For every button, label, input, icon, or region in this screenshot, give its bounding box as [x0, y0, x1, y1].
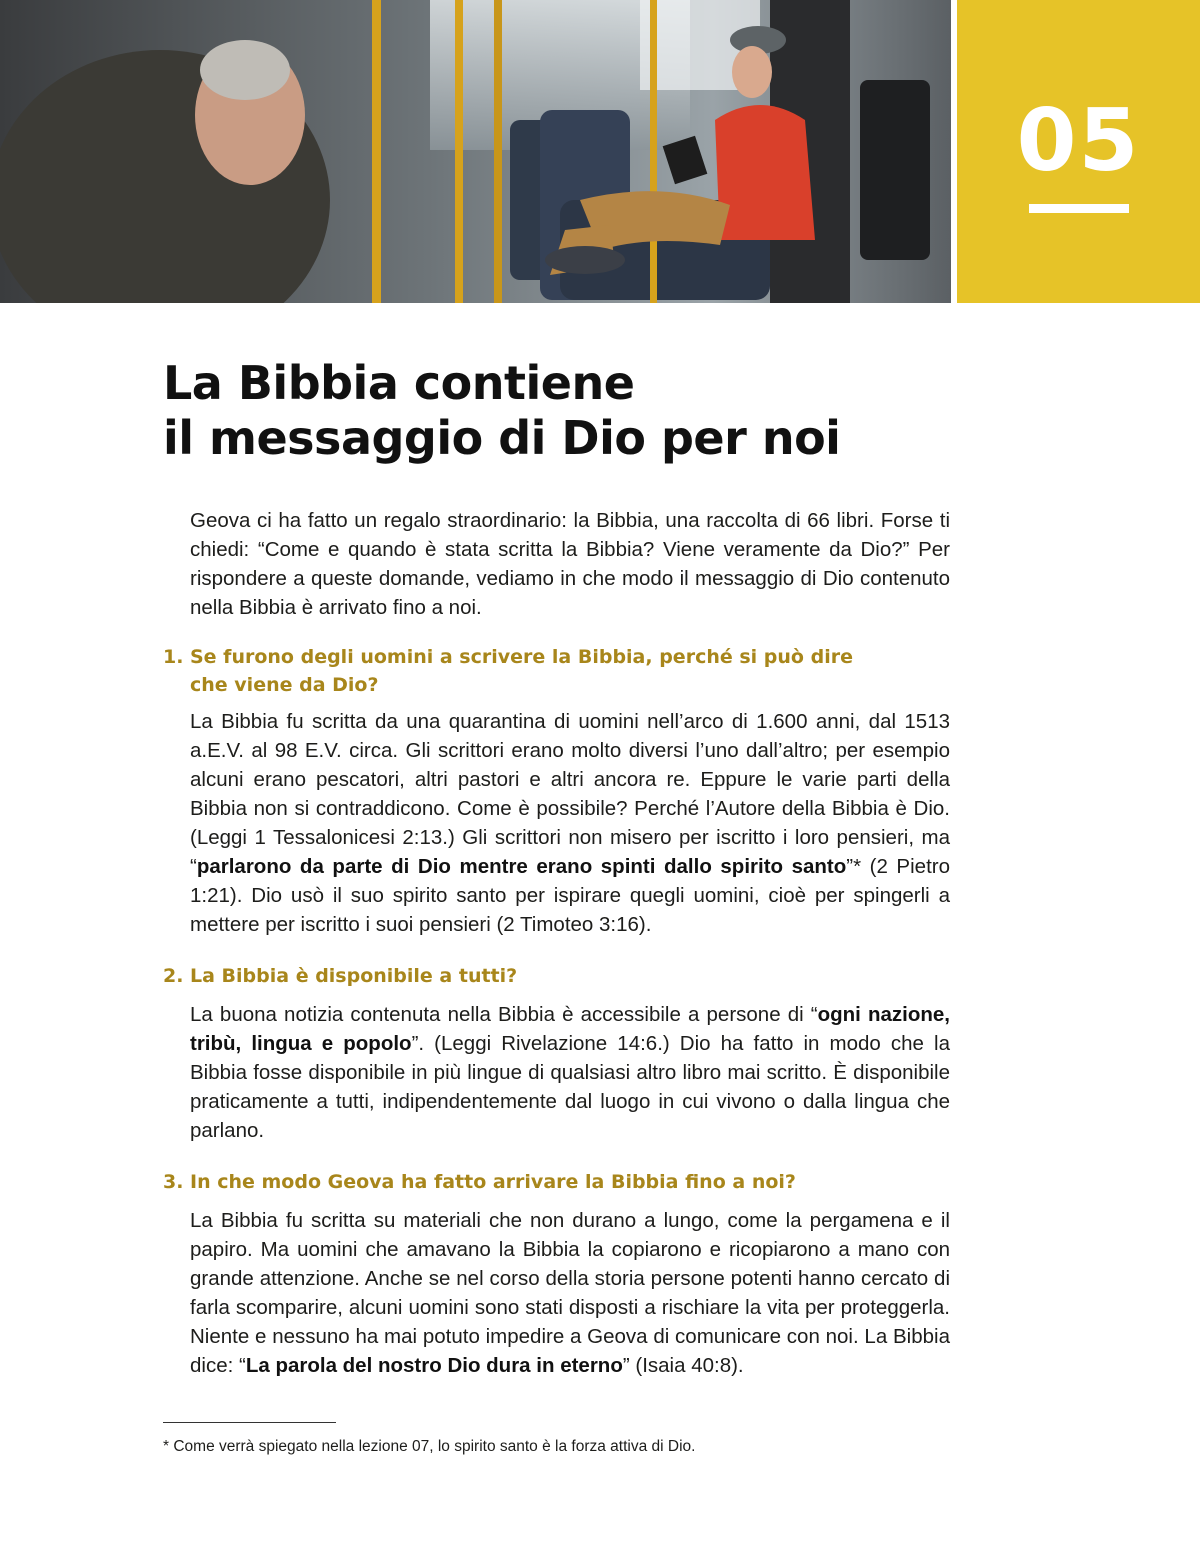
- answer-2-text-b: ”. (Leggi Rivelazione 14:6.) Dio ha fatto in modo che la Bibbia fosse disponibile in più lingue di qualsiasi altro libro mai scritto. È disponibile praticamente a tutti, indipendentemente dal luogo in cui vivono o dalla lingua che parlano.: [190, 1032, 950, 1142]
- lesson-badge: [957, 0, 1200, 303]
- title-line-2: il messaggio di Dio per noi: [163, 411, 841, 465]
- answer-2-text-a: La buona notizia contenuta nella Bibbia è accessibile a persone di “: [190, 1003, 818, 1026]
- intro-paragraph: Geova ci ha fatto un regalo straordinario: la Bibbia, una raccolta di 66 libri. Forse ti chiedi: “Come e quando è stata scritta la Bibbia? Viene veramente da Dio?” Per rispondere a queste domande, vediamo in che modo il messaggio di Dio contenuto nella Bibbia è arrivato fino a noi.: [190, 509, 950, 619]
- answer-3-text-a: La Bibbia fu scritta su materiali che non durano a lungo, come la pergamena e il papiro. Ma uomini che amavano la Bibbia la copiarono e ricopiarono a mano con grande attenzione. Anche se nel corso della storia persone potenti hanno cercato di farla scomparire, alcuni uomini sono stati disposti a rischiare la vita per proteggerla. Niente e nessuno ha mai potuto impedire a Geova di comunicare con noi. La Bibbia dice: “: [190, 1209, 950, 1377]
- question-1-line-1: Se furono degli uomini a scrivere la Bibbia, perché si può dire: [190, 646, 853, 668]
- bus-interior-illustration: [0, 0, 951, 303]
- hero-photo: [0, 0, 951, 303]
- question-2: [163, 962, 963, 990]
- answer-3-text-b: ” (Isaia 40:8).: [622, 1354, 744, 1377]
- answer-2-quote: ogni nazione, tribù, lingua e popolo: [190, 1003, 950, 1055]
- question-3: [163, 1168, 963, 1196]
- answer-3: [190, 1206, 950, 1380]
- footnote: * Come verrà spiegato nella lezione 07, lo spirito santo è la forza attiva di Dio.: [163, 1438, 696, 1455]
- answer-1-quote: parlarono da parte di Dio mentre erano spinti dallo spirito santo: [196, 855, 847, 878]
- lesson-number-underline: [1029, 204, 1129, 213]
- question-3-line-1: In che modo Geova ha fatto arrivare la Bibbia fino a noi?: [190, 1171, 796, 1193]
- question-1-number: 1.: [163, 646, 184, 668]
- footnote-divider: [163, 1422, 336, 1423]
- answer-3-quote: La parola del nostro Dio dura in eterno: [245, 1354, 623, 1377]
- answer-1: [190, 707, 950, 939]
- page-title: [163, 356, 983, 466]
- answer-2: [190, 1000, 950, 1145]
- title-line-1: La Bibbia contiene: [163, 356, 635, 410]
- question-3-number: 3.: [163, 1171, 184, 1193]
- lesson-number: 05: [1016, 91, 1141, 191]
- question-1: [163, 643, 963, 699]
- answer-1-text-a: La Bibbia fu scritta da una quarantina di uomini nell’arco di 1.600 anni, dal 1513 a.E.V. al 98 E.V. circa. Gli scrittori erano molto diversi l’uno dall’altro; per esempio alcuni erano pescatori, altri pastori e altri ancora re. Eppure le varie parti della Bibbia non si contraddicono. Come è possibile? Perché l’Autore della Bibbia è Dio. (Leggi 1 Tessalonicesi 2:13.) Gli scrittori non misero per iscritto i loro pensieri, ma “: [190, 710, 950, 878]
- answer-1-text-b: ”* (2 Pietro 1:21). Dio usò il suo spirito santo per ispirare quegli uomini, cioè per spingerli a mettere per iscritto i suoi pensieri (2 Timoteo 3:16).: [190, 855, 950, 936]
- question-1-line-2: che viene da Dio?: [190, 674, 379, 696]
- question-2-number: 2.: [163, 965, 184, 987]
- question-2-line-1: La Bibbia è disponibile a tutti?: [190, 965, 518, 987]
